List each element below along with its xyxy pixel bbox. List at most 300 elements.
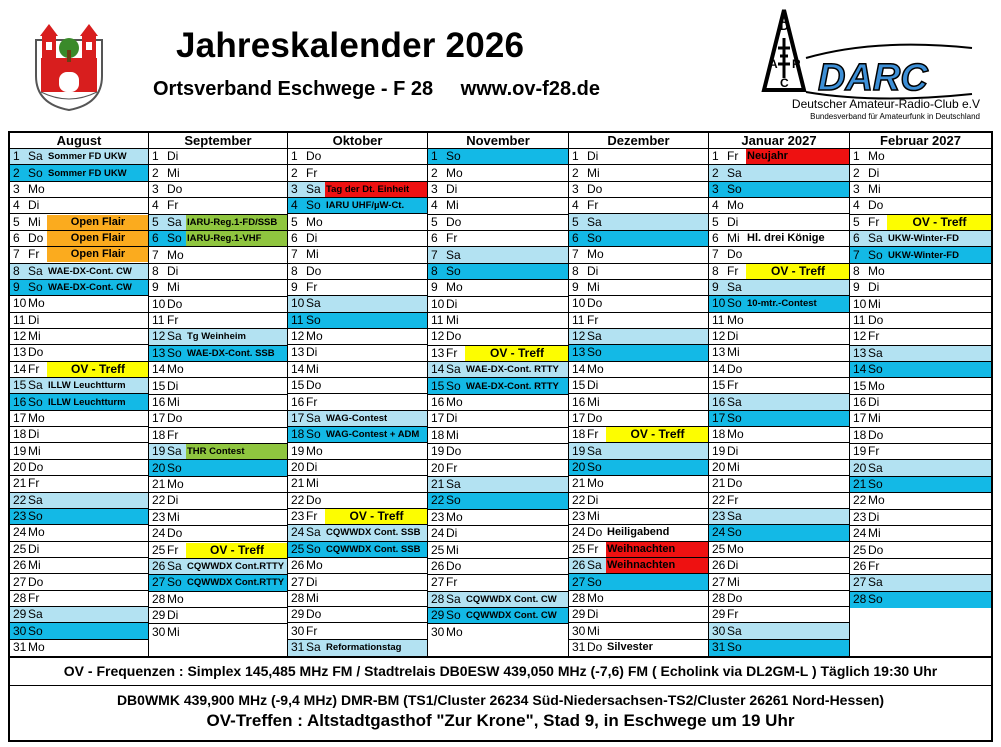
day-row[interactable] — [428, 182, 568, 198]
day-row[interactable] — [569, 509, 708, 525]
day-row[interactable] — [428, 378, 568, 394]
day-row[interactable] — [850, 165, 991, 181]
weekday: Fr — [727, 492, 739, 507]
day-row[interactable] — [850, 395, 991, 411]
day-row[interactable] — [850, 428, 991, 444]
day-row[interactable] — [850, 215, 991, 231]
day-row[interactable] — [569, 214, 708, 230]
day-number: 22 — [853, 493, 867, 508]
event-label: Neujahr — [746, 149, 849, 164]
day-number: 7 — [572, 247, 579, 262]
day-row[interactable] — [709, 623, 849, 639]
event-label: OV - Treff — [606, 427, 708, 442]
event-label: WAG-Contest + ADM — [326, 429, 420, 441]
day-row[interactable] — [850, 444, 991, 460]
day-row[interactable] — [709, 214, 849, 230]
day-row[interactable] — [850, 526, 991, 542]
day-row[interactable] — [428, 526, 568, 542]
weekday: Mo — [587, 590, 604, 605]
day-row[interactable] — [428, 231, 568, 247]
day-row[interactable] — [709, 313, 849, 329]
weekday: Mo — [446, 165, 463, 180]
day-number: 4 — [13, 198, 20, 213]
day-number: 19 — [572, 443, 586, 458]
day-row[interactable] — [10, 411, 148, 427]
day-row[interactable] — [288, 574, 427, 590]
day-row[interactable] — [288, 313, 427, 329]
day-row[interactable] — [850, 592, 991, 608]
weekday: Do — [167, 296, 183, 311]
day-row[interactable] — [10, 493, 148, 509]
day-row[interactable] — [569, 182, 708, 198]
day-row[interactable] — [10, 574, 148, 590]
day-number: 26 — [712, 558, 726, 573]
day-row[interactable] — [569, 476, 708, 492]
day-row[interactable] — [709, 411, 849, 427]
day-row[interactable] — [288, 165, 427, 181]
day-row[interactable] — [709, 231, 849, 247]
day-row[interactable] — [569, 231, 708, 247]
day-row[interactable] — [149, 182, 287, 198]
day-row[interactable] — [149, 444, 287, 460]
day-number: 5 — [291, 214, 298, 229]
day-row[interactable] — [428, 542, 568, 558]
day-row[interactable] — [149, 542, 287, 558]
day-number: 29 — [712, 607, 726, 622]
day-row[interactable] — [850, 182, 991, 198]
day-row[interactable] — [10, 231, 148, 247]
day-row[interactable] — [569, 607, 708, 623]
day-row[interactable] — [10, 427, 148, 443]
day-number: 1 — [13, 149, 20, 164]
weekday: Mo — [167, 247, 184, 262]
day-row[interactable] — [850, 149, 991, 165]
day-row[interactable] — [149, 624, 287, 640]
day-row[interactable] — [288, 264, 427, 280]
day-row[interactable] — [10, 542, 148, 558]
day-row[interactable] — [569, 264, 708, 280]
day-number: 13 — [431, 345, 445, 360]
day-row[interactable] — [10, 525, 148, 541]
day-row[interactable] — [850, 313, 991, 329]
day-row[interactable] — [428, 411, 568, 427]
day-row[interactable] — [149, 411, 287, 427]
day-row[interactable] — [10, 280, 148, 296]
day-row[interactable] — [10, 623, 148, 639]
day-row[interactable] — [709, 460, 849, 476]
weekday: Di — [727, 558, 739, 573]
day-row[interactable] — [428, 493, 568, 509]
day-number: 5 — [572, 214, 579, 229]
day-number: 14 — [152, 362, 166, 377]
day-row[interactable] — [428, 444, 568, 460]
day-row[interactable] — [569, 460, 708, 476]
day-row[interactable] — [149, 247, 287, 263]
day-row[interactable] — [10, 509, 148, 525]
day-row[interactable] — [569, 558, 708, 574]
month-header: Dezember — [569, 133, 708, 149]
weekday: Mi — [167, 280, 180, 295]
day-row[interactable] — [149, 329, 287, 345]
weekday: So — [727, 525, 742, 540]
day-row[interactable] — [709, 394, 849, 410]
day-row[interactable] — [288, 378, 427, 394]
day-row[interactable] — [709, 362, 849, 378]
day-number: 16 — [572, 394, 586, 409]
day-row[interactable] — [709, 165, 849, 181]
day-row[interactable] — [569, 427, 708, 443]
day-row[interactable] — [850, 493, 991, 509]
day-row[interactable] — [569, 411, 708, 427]
day-row[interactable] — [288, 493, 427, 509]
day-row[interactable] — [10, 378, 148, 394]
day-row[interactable] — [428, 149, 568, 165]
day-number: 9 — [712, 280, 719, 295]
darc-club-tagline: Bundesverband für Amateurfunk in Deutschland — [810, 112, 980, 121]
day-row[interactable] — [288, 198, 427, 214]
day-row[interactable] — [149, 313, 287, 329]
day-row[interactable] — [149, 297, 287, 313]
day-row[interactable] — [850, 510, 991, 526]
day-number: 3 — [291, 181, 298, 196]
day-row[interactable] — [569, 345, 708, 361]
day-row[interactable] — [569, 640, 708, 656]
day-row[interactable] — [288, 394, 427, 410]
day-row[interactable] — [10, 214, 148, 230]
day-row[interactable] — [709, 509, 849, 525]
day-row[interactable] — [149, 149, 287, 165]
day-row[interactable] — [569, 542, 708, 558]
day-row[interactable] — [149, 198, 287, 214]
day-row[interactable] — [709, 329, 849, 345]
day-row[interactable] — [10, 476, 148, 492]
day-row[interactable] — [428, 575, 568, 591]
darc-wordmark: DARC — [818, 57, 928, 99]
day-row[interactable] — [10, 329, 148, 345]
day-row[interactable] — [850, 247, 991, 263]
day-number: 13 — [712, 345, 726, 360]
day-row[interactable] — [288, 591, 427, 607]
day-row[interactable] — [850, 198, 991, 214]
day-row[interactable] — [850, 297, 991, 313]
day-row[interactable] — [10, 165, 148, 181]
day-number: 27 — [712, 574, 726, 589]
day-number: 12 — [712, 329, 726, 344]
day-row[interactable] — [149, 559, 287, 575]
day-row[interactable] — [288, 460, 427, 476]
weekday: Fr — [446, 345, 458, 360]
day-row[interactable] — [709, 149, 849, 165]
weekday: So — [446, 608, 461, 623]
weekday: Di — [167, 608, 179, 623]
day-row[interactable] — [428, 313, 568, 329]
day-row[interactable] — [569, 623, 708, 639]
day-row[interactable] — [428, 297, 568, 313]
day-row[interactable] — [288, 231, 427, 247]
day-row[interactable] — [10, 443, 148, 459]
day-number: 11 — [712, 312, 725, 327]
day-row[interactable] — [288, 525, 427, 541]
day-row[interactable] — [10, 345, 148, 361]
weekday: Fr — [28, 476, 40, 491]
day-row[interactable] — [569, 247, 708, 263]
weekday: Mo — [306, 443, 323, 458]
day-row[interactable] — [288, 443, 427, 459]
day-row[interactable] — [850, 542, 991, 558]
weekday: Mi — [587, 623, 600, 638]
day-row[interactable] — [149, 575, 287, 591]
weekday: Mo — [306, 214, 323, 229]
day-row[interactable] — [569, 378, 708, 394]
day-row[interactable] — [10, 149, 148, 165]
day-number: 26 — [431, 558, 445, 573]
day-row[interactable] — [428, 460, 568, 476]
day-row[interactable] — [709, 574, 849, 590]
day-row[interactable] — [428, 395, 568, 411]
day-row[interactable] — [428, 165, 568, 181]
day-number: 12 — [572, 329, 586, 344]
day-row[interactable] — [288, 607, 427, 623]
day-row[interactable] — [850, 411, 991, 427]
day-row[interactable] — [569, 149, 708, 165]
day-row[interactable] — [428, 477, 568, 493]
weekday: Sa — [868, 345, 883, 360]
day-row[interactable] — [569, 296, 708, 312]
day-row[interactable] — [288, 329, 427, 345]
day-row[interactable] — [709, 427, 849, 443]
day-row[interactable] — [149, 477, 287, 493]
day-row[interactable] — [569, 329, 708, 345]
day-row[interactable] — [709, 443, 849, 459]
day-row[interactable] — [850, 329, 991, 345]
day-row[interactable] — [569, 165, 708, 181]
weekday: Sa — [167, 558, 182, 573]
day-row[interactable] — [288, 214, 427, 230]
day-number: 16 — [712, 394, 726, 409]
day-number: 24 — [572, 525, 586, 540]
weekday: Do — [587, 296, 603, 311]
day-number: 31 — [13, 640, 27, 655]
day-row[interactable] — [709, 542, 849, 558]
day-row[interactable] — [288, 182, 427, 198]
day-row[interactable] — [288, 623, 427, 639]
day-number: 6 — [152, 231, 159, 246]
day-row[interactable] — [10, 296, 148, 312]
day-row[interactable] — [288, 542, 427, 558]
day-row[interactable] — [709, 558, 849, 574]
day-row[interactable] — [709, 640, 849, 656]
day-row[interactable] — [850, 231, 991, 247]
day-row[interactable] — [149, 346, 287, 362]
day-row[interactable] — [149, 280, 287, 296]
day-row[interactable] — [428, 624, 568, 640]
day-row[interactable] — [149, 378, 287, 394]
day-row[interactable] — [288, 345, 427, 361]
day-row[interactable] — [428, 346, 568, 362]
day-row[interactable] — [10, 460, 148, 476]
day-number: 15 — [13, 378, 27, 393]
weekday: So — [727, 410, 742, 425]
day-row[interactable] — [428, 280, 568, 296]
day-row[interactable] — [569, 198, 708, 214]
weekday: So — [167, 345, 182, 360]
day-number: 5 — [13, 214, 20, 229]
day-row[interactable] — [288, 149, 427, 165]
day-row[interactable] — [428, 428, 568, 444]
day-row[interactable] — [149, 592, 287, 608]
day-row[interactable] — [569, 591, 708, 607]
day-row[interactable] — [10, 640, 148, 656]
darc-letter-c: C — [780, 76, 789, 90]
day-row[interactable] — [428, 559, 568, 575]
website-link[interactable]: www.ov-f28.de — [460, 78, 600, 100]
day-number: 17 — [13, 410, 27, 425]
day-row[interactable] — [288, 558, 427, 574]
day-row[interactable] — [709, 607, 849, 623]
day-row[interactable] — [709, 247, 849, 263]
day-row[interactable] — [288, 247, 427, 263]
day-row[interactable] — [149, 231, 287, 247]
day-row[interactable] — [10, 362, 148, 378]
day-row[interactable] — [709, 264, 849, 280]
day-row[interactable] — [850, 346, 991, 362]
event-label: OV - Treff — [325, 509, 427, 524]
day-row[interactable] — [288, 411, 427, 427]
day-row[interactable] — [428, 329, 568, 345]
day-row[interactable] — [850, 280, 991, 296]
day-number: 8 — [291, 263, 298, 278]
day-row[interactable] — [10, 394, 148, 410]
day-row[interactable] — [10, 264, 148, 280]
day-number: 27 — [431, 575, 445, 590]
event-label: WAE-DX-Cont. RTTY — [466, 380, 559, 392]
day-row[interactable] — [288, 280, 427, 296]
day-row[interactable] — [569, 574, 708, 590]
day-row[interactable] — [709, 296, 849, 312]
day-row[interactable] — [850, 477, 991, 493]
day-number: 20 — [572, 460, 586, 474]
day-row[interactable] — [850, 264, 991, 280]
day-row[interactable] — [709, 198, 849, 214]
day-row[interactable] — [709, 525, 849, 541]
weekday: Do — [28, 345, 44, 360]
weekday: Sa — [306, 181, 321, 196]
day-number: 3 — [13, 181, 20, 196]
weekday: Do — [587, 525, 603, 540]
day-row[interactable] — [428, 362, 568, 378]
day-row[interactable] — [288, 362, 427, 378]
day-row[interactable] — [569, 280, 708, 296]
day-number: 23 — [853, 509, 867, 524]
day-row[interactable] — [569, 493, 708, 509]
day-row[interactable] — [709, 476, 849, 492]
day-row[interactable] — [288, 427, 427, 443]
day-row[interactable] — [149, 460, 287, 476]
day-row[interactable] — [428, 592, 568, 608]
weekday: Di — [446, 296, 458, 311]
weekday: Mi — [446, 427, 459, 442]
day-row[interactable] — [569, 394, 708, 410]
day-number: 31 — [291, 640, 305, 655]
day-row[interactable] — [10, 591, 148, 607]
day-row[interactable] — [850, 559, 991, 575]
day-row[interactable] — [10, 558, 148, 574]
month-header: Januar 2027 — [709, 133, 849, 149]
day-number: 7 — [152, 247, 159, 262]
weekday: Mo — [868, 149, 885, 164]
day-row[interactable] — [288, 640, 427, 656]
day-row[interactable] — [850, 362, 991, 378]
weekday: Do — [306, 149, 322, 164]
day-row[interactable] — [149, 526, 287, 542]
day-number: 25 — [13, 541, 27, 556]
day-row[interactable] — [288, 476, 427, 492]
weekday: Mi — [167, 395, 180, 410]
day-row[interactable] — [149, 362, 287, 378]
day-row[interactable] — [569, 313, 708, 329]
day-number: 8 — [853, 263, 860, 278]
day-row[interactable] — [288, 509, 427, 525]
weekday: Di — [306, 574, 318, 589]
weekday: Do — [868, 542, 884, 557]
day-row[interactable] — [709, 493, 849, 509]
day-row[interactable] — [149, 608, 287, 624]
day-number: 11 — [853, 313, 866, 328]
day-row[interactable] — [288, 296, 427, 312]
weekday: Mo — [167, 591, 184, 606]
day-row[interactable] — [428, 247, 568, 263]
day-row[interactable] — [850, 460, 991, 476]
weekday: Mo — [306, 558, 323, 573]
day-row[interactable] — [709, 280, 849, 296]
day-row[interactable] — [850, 378, 991, 394]
day-row[interactable] — [10, 247, 148, 263]
day-number: 20 — [712, 460, 726, 474]
weekday: Do — [868, 198, 884, 213]
day-row[interactable] — [569, 443, 708, 459]
day-number: 18 — [152, 427, 166, 442]
day-number: 15 — [572, 378, 586, 393]
day-row[interactable] — [569, 525, 708, 541]
day-row[interactable] — [569, 362, 708, 378]
day-row[interactable] — [428, 264, 568, 280]
day-row[interactable] — [149, 510, 287, 526]
day-row[interactable] — [709, 182, 849, 198]
day-row[interactable] — [428, 510, 568, 526]
day-row[interactable] — [709, 345, 849, 361]
day-row[interactable] — [149, 165, 287, 181]
day-row[interactable] — [10, 607, 148, 623]
day-row[interactable] — [428, 215, 568, 231]
day-row[interactable] — [149, 428, 287, 444]
day-row[interactable] — [149, 395, 287, 411]
day-row[interactable] — [10, 182, 148, 198]
day-row[interactable] — [149, 264, 287, 280]
day-row[interactable] — [709, 591, 849, 607]
day-row[interactable] — [149, 215, 287, 231]
weekday: Sa — [446, 362, 461, 377]
day-row[interactable] — [149, 493, 287, 509]
day-number: 25 — [431, 542, 445, 557]
day-number: 9 — [853, 280, 860, 295]
day-row[interactable] — [428, 608, 568, 624]
day-row[interactable] — [10, 198, 148, 214]
day-row[interactable] — [850, 575, 991, 591]
day-row[interactable] — [428, 198, 568, 214]
day-row[interactable] — [10, 313, 148, 329]
weekday: Sa — [167, 329, 182, 344]
day-row[interactable] — [709, 378, 849, 394]
